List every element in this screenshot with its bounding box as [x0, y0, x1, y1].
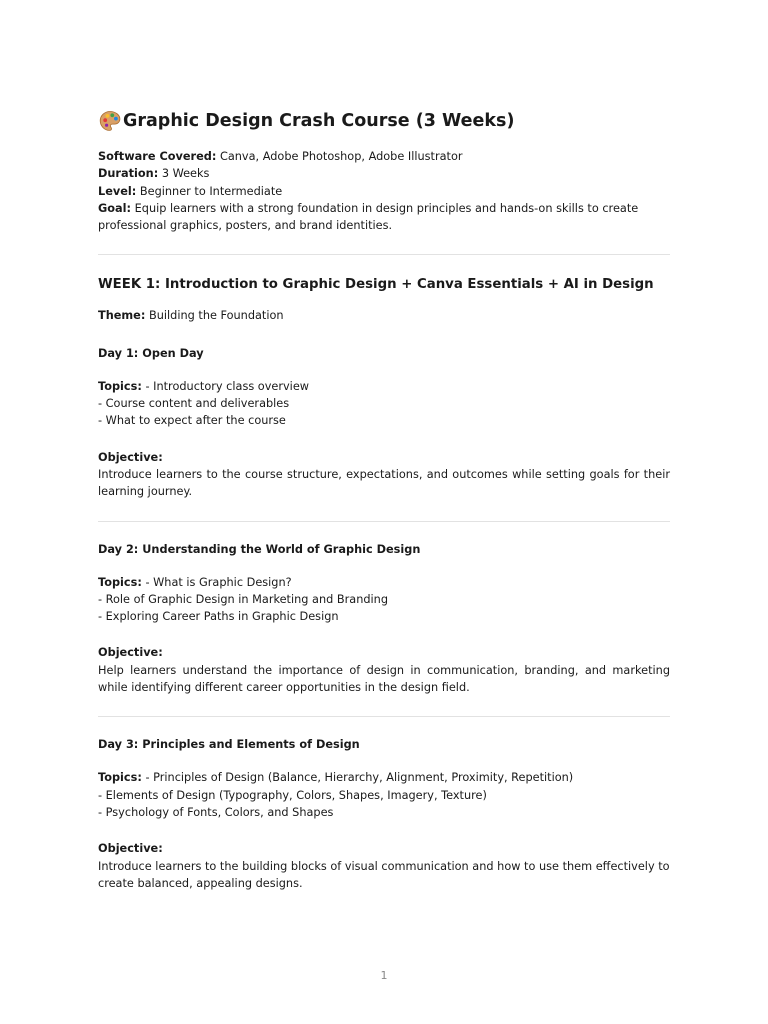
day-objective	[98, 644, 670, 696]
meta-value: 3 Weeks	[161, 167, 210, 181]
objective-label: Objective:	[98, 450, 163, 464]
day-objective	[98, 449, 670, 501]
objective-text: Introduce learners to the course structure, expectations, and outcomes while setting goals for their learning journey.	[98, 467, 670, 499]
day-topics	[98, 769, 670, 821]
course-meta	[98, 148, 670, 234]
topic-item: - Introductory class overview	[145, 379, 310, 393]
topic-item: - Psychology of Fonts, Colors, and Shapes	[98, 805, 334, 819]
meta-value: Equip learners with a strong foundation in design principles and hands-on skills to create professional graphics, posters, and brand identities.	[98, 201, 639, 233]
meta-label: Software Covered:	[98, 150, 217, 163]
meta-label: Duration:	[98, 167, 159, 181]
topic-item: - Course content and deliverables	[98, 397, 290, 411]
divider	[98, 521, 670, 522]
objective-text: Help learners understand the importance of design in communication, branding, and marketing while identifying different career opportunities in the design field.	[98, 663, 670, 695]
topic-item: - Role of Graphic Design in Marketing and Branding	[98, 592, 389, 606]
day-heading: Day 2: Understanding the World of Graphic Design	[98, 542, 421, 556]
day-heading: Day 1: Open Day	[98, 346, 204, 360]
topic-item: - Principles of Design (Balance, Hierarchy, Alignment, Proximity, Repetition)	[145, 771, 574, 785]
document-title	[98, 108, 670, 134]
page-number: 1	[380, 969, 388, 982]
document-page	[98, 108, 670, 892]
theme-value: Building the Foundation	[148, 309, 284, 323]
topic-item: - Elements of Design (Typography, Colors, Shapes, Imagery, Texture)	[98, 788, 487, 802]
week-theme	[98, 307, 670, 324]
meta-goal	[98, 200, 670, 235]
artist-palette-icon	[98, 109, 122, 133]
meta-software	[98, 148, 670, 165]
meta-label: Level:	[98, 184, 137, 198]
topics-label: Topics:	[98, 575, 142, 589]
document-title-text: Graphic Design Crash Course (3 Weeks)	[123, 111, 515, 131]
objective-label: Objective:	[98, 646, 163, 660]
meta-level	[98, 183, 670, 200]
week-heading: WEEK 1: Introduction to Graphic Design + Canva Essentials + AI in Design	[98, 277, 654, 293]
meta-value: Canva, Adobe Photoshop, Adobe Illustrator	[219, 150, 463, 163]
day-topics	[98, 574, 670, 626]
topics-label: Topics:	[98, 771, 142, 785]
day-topics	[98, 378, 670, 430]
meta-duration	[98, 165, 670, 182]
theme-label: Theme:	[98, 309, 146, 323]
objective-text: Introduce learners to the building blocks of visual communication and how to use them effectively to create balanced, appealing designs.	[98, 859, 670, 890]
day-heading: Day 3: Principles and Elements of Design	[98, 738, 360, 752]
meta-label: Goal:	[98, 201, 132, 215]
divider	[98, 716, 670, 717]
topics-label: Topics:	[98, 379, 142, 393]
objective-label: Objective:	[98, 842, 163, 856]
divider	[98, 254, 670, 255]
meta-value: Beginner to Intermediate	[139, 184, 283, 198]
topic-item: - What is Graphic Design?	[145, 575, 292, 589]
day-objective	[98, 840, 670, 892]
topic-item: - Exploring Career Paths in Graphic Design	[98, 610, 339, 624]
topic-item: - What to expect after the course	[98, 414, 286, 428]
